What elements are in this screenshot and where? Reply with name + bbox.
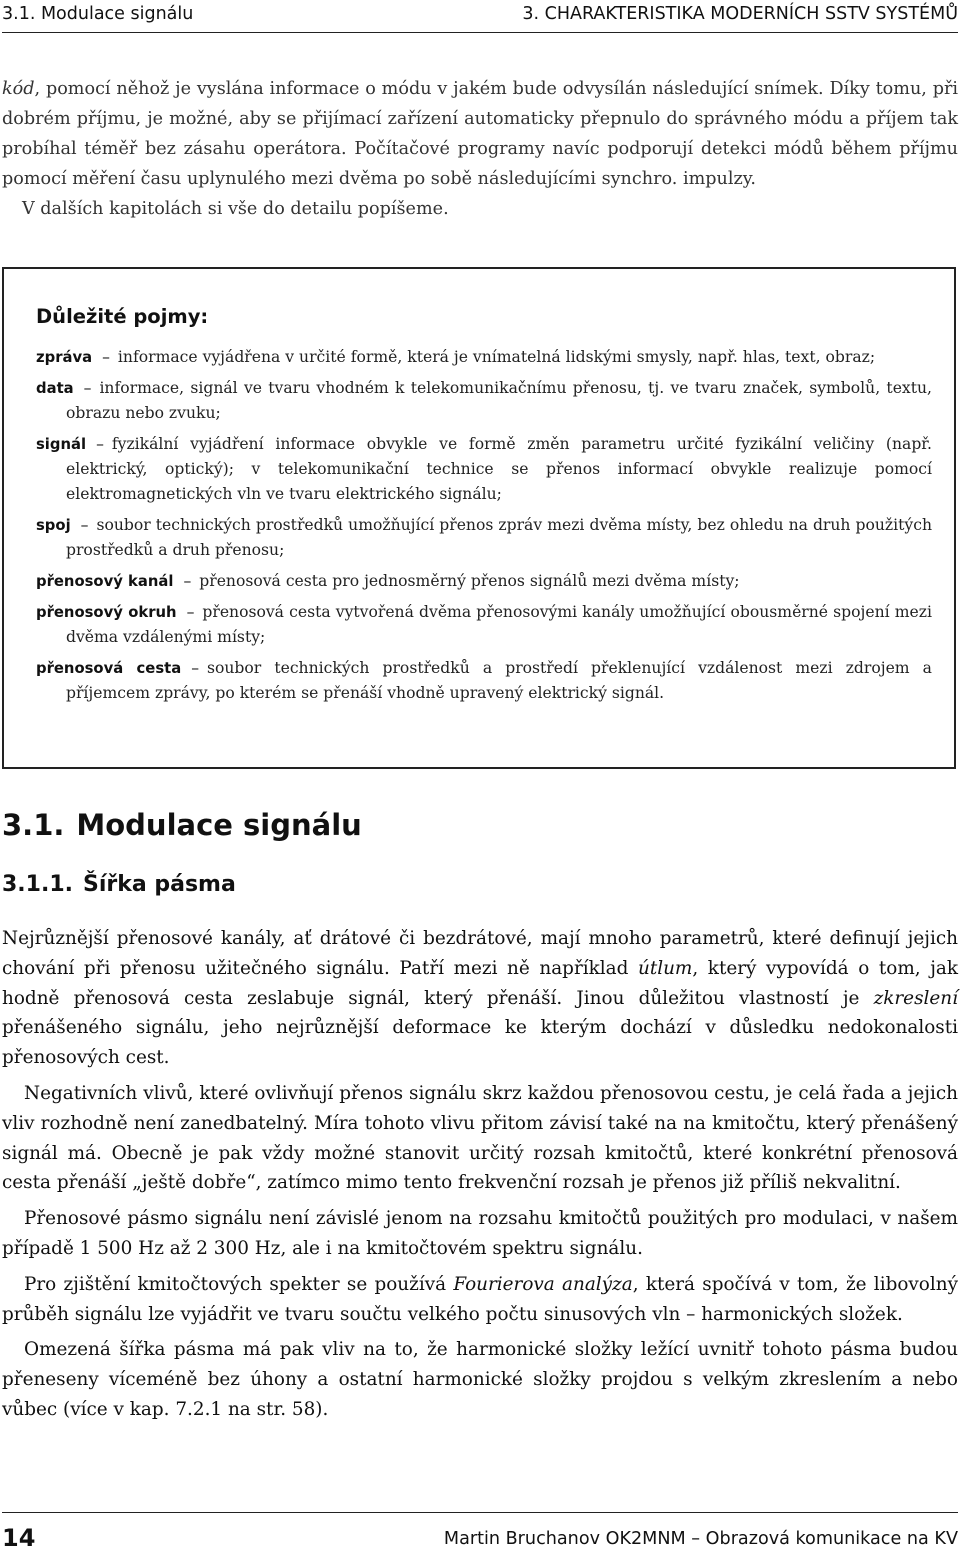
subsection-heading [2, 872, 236, 897]
term-dash: – [102, 348, 110, 366]
text-run: , která spočívá v tom, že libovolný průběh signálu lze vyjádřit ve tvaru součtu velkého počtu sinusových vln – harmonických složek. [2, 1273, 958, 1325]
term-fourier: Fourierova analýza [453, 1273, 633, 1295]
footer-author: Martin Bruchanov OK2MNM – Obrazová komunikace na KV [443, 1529, 958, 1549]
term-definition: přenosová cesta vytvořená dvěma přenosovými kanály umožňující obousměrné spojení mezi dvěma vzdálenými místy; [66, 603, 932, 646]
term-name: přenosový okruh [36, 604, 177, 621]
term-dash: – [83, 379, 92, 397]
term-item [36, 376, 932, 426]
term-definition: soubor technických prostředků a prostředí překlenující vzdálenost mezi zdrojem a příjemcem zprávy, po kterém se přenáší vhodně upravený elektrický signál. [66, 659, 932, 702]
term-utlum: útlum [637, 957, 693, 979]
body-paragraph: Omezená šířka pásma má pak vliv na to, že harmonické složky ležící uvnitř tohoto pásma budou přeneseny víceméně bez úhony a ostatní harmonické složky projdou s velkým zkreslením a nebo vůbec (více v kap. 7.2.1 na str. 58). [2, 1339, 958, 1420]
body-paragraph [2, 924, 958, 1073]
term-item [36, 600, 932, 650]
body-paragraph: Negativních vlivů, které ovlivňují přenos signálu skrz každou přenosovou cestu, je celá řada a jejich vliv rozhodně není zanedbatelný. Míra tohoto vlivu přitom závisí také na na kmitočtu, který přenášený signál má. Obecně je pak vždy možné stanovit určitý rozsah kmitočtů, které konkrétní přenosová cesta přenáší „ještě dobře“, zatímco mimo tento frekvenční rozsah je přenos již příliš nekvalitní. [2, 1082, 958, 1194]
term-name: přenosová cesta [36, 660, 182, 677]
subsection-number: 3.1.1. [2, 872, 73, 897]
intro-paragraph [2, 74, 958, 194]
header-rule [2, 32, 958, 33]
text-run: Pro zjištění kmitočtových spekter se používá [24, 1273, 454, 1295]
term-item [36, 432, 932, 507]
running-header [2, 4, 958, 30]
section-heading [2, 808, 362, 842]
term-definition: soubor technických prostředků umožňující přenos zpráv mezi dvěma místy, bez ohledu na druh použitých prostředků a druh přenosu; [66, 516, 932, 559]
intro-text [2, 74, 958, 224]
body-paragraph: Přenosové pásmo signálu není závislé jenom na rozsahu kmitočtů použitých pro modulaci, v našem případě 1 500 Hz až 2 300 Hz, ale i na kmitočtovém spektru signálu. [2, 1208, 958, 1259]
text-run: Nejrůznější přenosové kanály, ať drátové či bezdrátové, mají mnoho parametrů, které definují jejich chování při přenosu užitečného signálu. Patří mezi ně například [2, 928, 958, 979]
term-zkresleni: zkreslení [873, 987, 958, 1009]
intro-closing-sentence: V dalších kapitolách si vše do detailu popíšeme. [22, 199, 449, 219]
header-chapter-title: 3. CHARAKTERISTIKA MODERNÍCH SSTV SYSTÉMŮ [522, 4, 958, 24]
term-dash: – [186, 603, 195, 621]
subsection-title: Šířka pásma [83, 872, 236, 897]
term-definition: fyzikální vyjádření informace obvykle ve formě změn parametru určité fyzikální veličiny (např. elektrický, optický); v telekomunikační technice se přenos informací obvykle realizuje pomocí elektromagnetických vln ve tvaru elektrického signálu; [66, 435, 932, 503]
body-text [2, 924, 958, 1431]
term-definition: přenosová cesta pro jednosměrný přenos signálů mezi dvěma místy; [199, 572, 740, 590]
section-title: Modulace signálu [76, 808, 362, 842]
section-number: 3.1. [2, 808, 65, 842]
footer-rule [2, 1512, 958, 1513]
text-run: přenášeného signálu, jeho nejrůznější deformace ke kterým dochází v důsledku nedokonalosti přenosových cest. [2, 1017, 958, 1069]
page-number: 14 [2, 1524, 36, 1552]
term-kod: kód [2, 79, 35, 99]
term-item [36, 345, 932, 370]
term-item [36, 656, 932, 706]
term-dash: – [183, 572, 192, 590]
box-title: Důležité pojmy: [36, 305, 209, 328]
header-section-title: 3.1. Modulace signálu [2, 4, 194, 24]
term-name: data [36, 380, 74, 397]
text-run: , který vypovídá o tom, jak hodně přenosová cesta zeslabuje signál, který přenáší. Jinou důležitou vlastností je [2, 957, 958, 1009]
term-name: zpráva [36, 349, 93, 366]
term-dash: – [80, 516, 89, 534]
term-item [36, 513, 932, 563]
term-name: signál [36, 436, 87, 453]
intro-paragraph-text: , pomocí něhož je vyslána informace o módu v jakém bude odvysílán následující snímek. Díky tomu, při dobrém příjmu, je možné, aby se přijímací zařízení automaticky přepnulo do správného módu a příjem tak probíhal téměř bez zásahu operátora. Počítačové programy navíc podporují detekci módů během příjmu pomocí měření času uplynulého mezi dvěma po sobě následujícími synchro. impulzy. [2, 79, 958, 189]
body-paragraph [2, 1270, 958, 1330]
term-dash: – [96, 435, 104, 453]
term-item [36, 569, 932, 594]
term-definition: informace, signál ve tvaru vhodném k telekomunikačnímu přenosu, tj. ve tvaru značek, symbolů, textu, obrazu nebo zvuku; [66, 379, 932, 422]
terms-list [36, 345, 932, 712]
important-terms-box [2, 267, 956, 769]
term-dash: – [191, 659, 199, 677]
term-definition: informace vyjádřena v určité formě, která je vnímatelná lidskými smysly, např. hlas, text, obraz; [117, 348, 876, 366]
term-name: spoj [36, 517, 71, 534]
term-name: přenosový kanál [36, 573, 174, 590]
